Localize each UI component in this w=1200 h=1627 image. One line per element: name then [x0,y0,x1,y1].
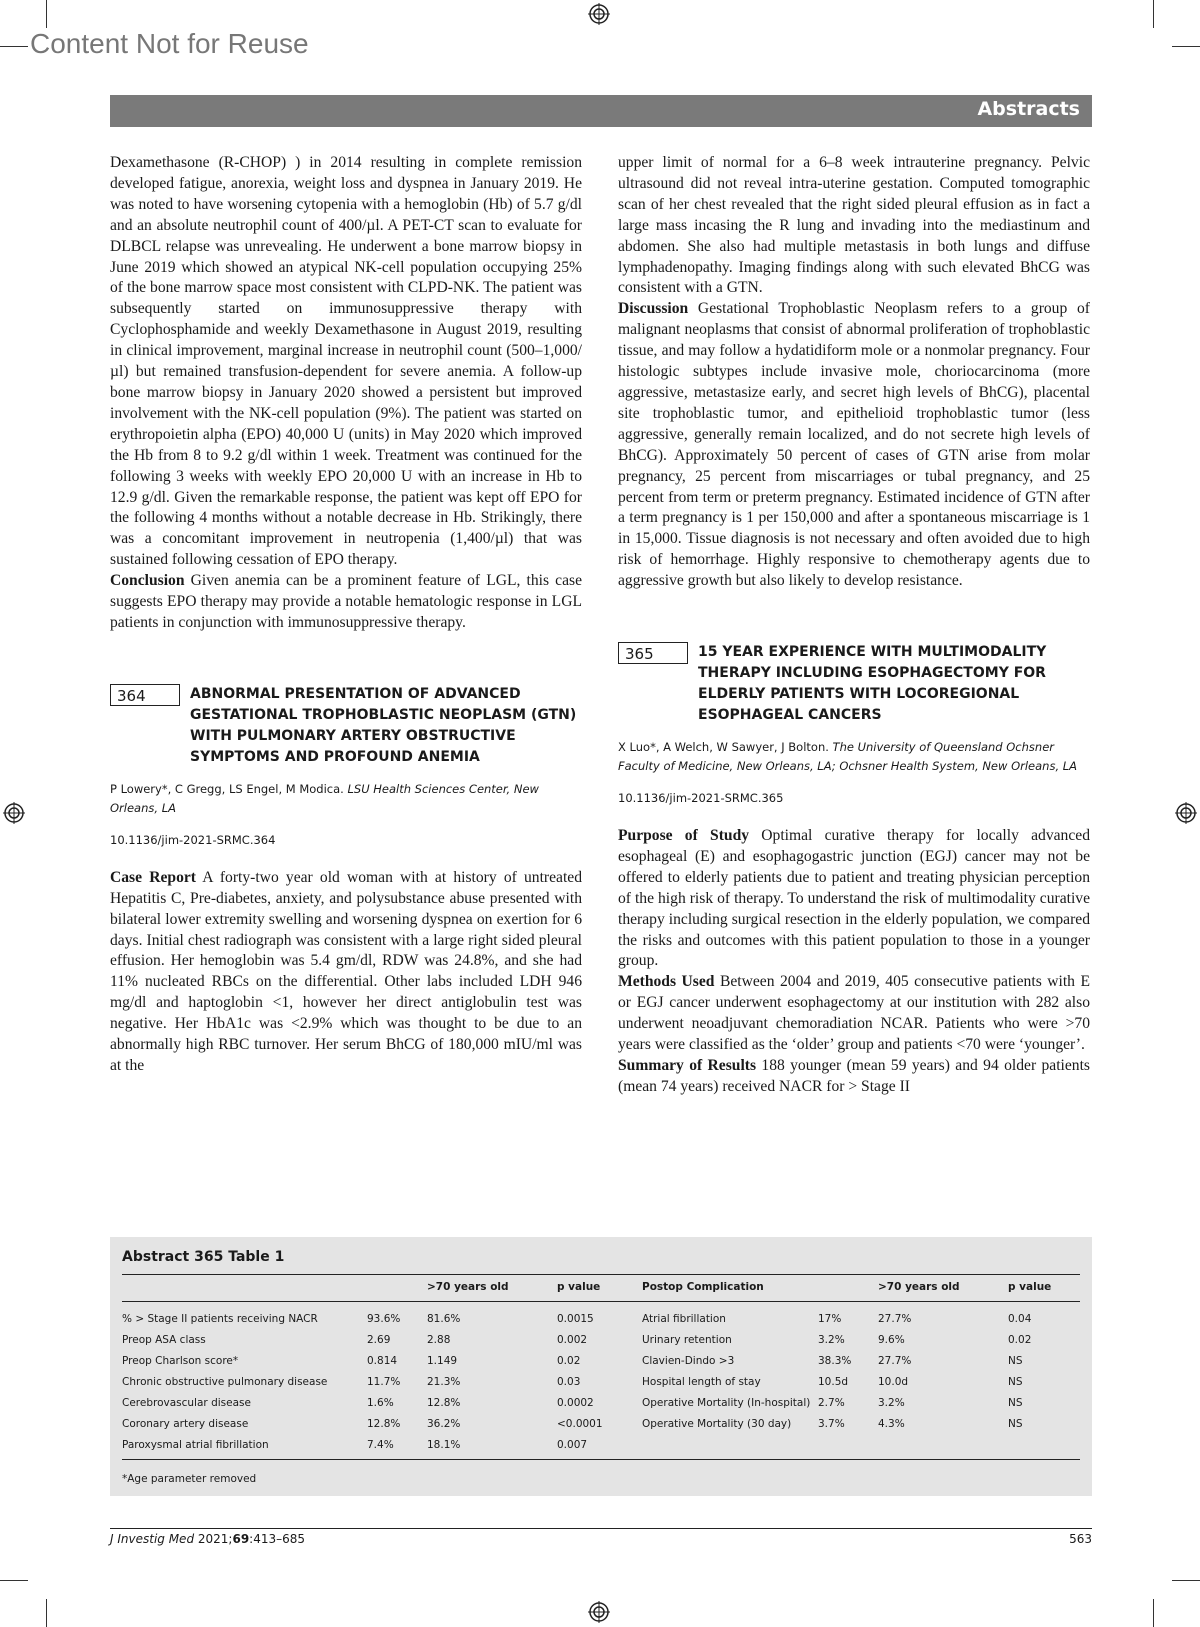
table-cell: 9.6% [878,1333,905,1346]
abstract-number: 365 [618,642,688,664]
conclusion-text: Given anemia can be a prominent feature of LGL, this case suggests EPO therapy may provide a notable hematologic response in LGL patients in conjunction with immunosuppressive therapy. [110,572,582,631]
author-list: P Lowery*, C Gregg, LS Engel, M Modica. [110,781,348,796]
table-cell: 17% [818,1312,842,1325]
discussion-text: Gestational Trophoblastic Neoplasm refers to a group of malignant neoplasms that consist of abnormal proliferation of trophoblastic tissue, and may follow a hydatidiform mole or a nonmolar pregnancy. Four histologic subtypes include invasive mole, choriocarcinoma (more aggressive, metastasize early, and secret high levels of BhCG), placental site trophoblastic tumor, and epithelioid trophoblastic tumor (less aggressive, generally remain localized, and do not secrete high levels of BhCG). Approximately 50 percent of cases of GTN arise from molar pregnancy, 25 percent from miscarriages or tubal pregnancy, and 25 percent from term or preterm pregnancy. Estimated incidence of GTN after a term pregnancy is 1 per 150,000 and after a spontaneous miscarriage is 1 in 15,000. Tissue diagnosis is not necessary and often avoided due to high risk of hemorrhage. Highly responsive to chemotherapy agents due to aggressive growth but also likely to develop resistance. [618,300,1090,590]
continued-paragraph: upper limit of normal for a 6–8 week intrauterine pregnancy. Pelvic ultrasound did not reveal intra-uterine gestation. Computed tomographic scan of her chest revealed that the right sided pleural effusion as in fact a large mass incasing the R lung and invading into the mediastinum and abdomen. She also had multiple metastasis in both lungs and diffuse lymphadenopathy. Imaging findings along with such elevated BhCG was consistent with a GTN. [618,154,1090,297]
table-cell: 12.8% [367,1417,401,1430]
table-row [122,1350,1080,1371]
table-cell: 3.2% [818,1333,845,1346]
section-banner [110,95,1092,127]
table-cell: 27.7% [878,1354,912,1367]
table-row [122,1371,1080,1392]
table-cell: NS [1008,1396,1023,1409]
conclusion-label: Conclusion [110,572,185,590]
abstract-doi: 10.1136/jim-2021-SRMC.365 [618,791,784,806]
table-title: Abstract 365 Table 1 [122,1249,285,1265]
table-header-cell: Postop Complication [642,1275,818,1302]
table-cell: NS [1008,1354,1023,1367]
methods-label: Methods Used [618,973,715,991]
table-cell: 10.5d [818,1375,849,1388]
table-row [122,1434,1080,1460]
table-cell: 27.7% [878,1312,912,1325]
page-number: 563 [1069,1532,1092,1546]
methods-paragraph [618,972,1090,1056]
table-cell: NS [1008,1375,1023,1388]
case-report-label: Case Report [110,868,196,886]
purpose-text: Optimal curative therapy for locally advanced esophageal (E) and esophagogastric junction (EGJ) cancer may not be offered to elderly patients due to patient and treating physician perception of the high risk of therapy. To understand the risk of multimodality curative therapy including surgical resection in the elderly population, we compared the risks and outcomes with this patient population to those in a younger group. [618,827,1090,970]
table-cell: 38.3% [818,1354,852,1367]
table-cell: Coronary artery disease [122,1417,249,1430]
table-row [122,1302,1080,1330]
abstract-title: 15 YEAR EXPERIENCE WITH MULTIMODALITY THERAPY INCLUDING ESOPHAGECTOMY FOR ELDERLY PATIENTS WITH LOCOREGIONAL ESOPHAGEAL CANCERS [698,644,1047,724]
journal-name: J Investig Med [110,1532,195,1546]
purpose-label: Purpose of Study [618,827,750,845]
table-cell: <0.0001 [557,1417,603,1430]
left-column [110,153,582,1077]
table-row [122,1392,1080,1413]
table-body [122,1302,1080,1460]
table-cell: Preop Charlson score* [122,1354,239,1367]
author-list: X Luo*, A Welch, W Sawyer, J Bolton. [618,740,833,755]
table-cell: Chronic obstructive pulmonary disease [122,1375,328,1388]
crop-mark [1153,1599,1154,1627]
table-cell: 0.0002 [557,1396,594,1409]
table-cell: % > Stage II patients receiving NACR [122,1312,318,1325]
table-cell: 0.002 [557,1333,588,1346]
registration-mark-icon [588,3,610,25]
table-cell: 1.6% [367,1396,394,1409]
table-header-cell [122,1275,367,1302]
table-cell: 0.03 [557,1375,581,1388]
methods-text: Between 2004 and 2019, 405 consecutive patients with E or EGJ cancer underwent esophagectomy at our institution with 282 also underwent neoadjuvant chemoradiation NCAR. Patients who were >70 years were classified as the ‘older’ group and patients <70 were ‘younger’. [618,973,1090,1054]
footer-rule [110,1528,1092,1529]
table-header-cell: >70 years old [878,1275,1008,1302]
discussion-paragraph [618,299,1090,592]
table-cell: 3.2% [878,1396,905,1409]
abstract-authors [618,738,1090,776]
continued-paragraph: Dexamethasone (R-CHOP) ) in 2014 resulting in complete remission developed fatigue, anorexia, weight loss and dyspnea in January 2019. He was noted to have worsening cytopenia with a hemoglobin (Hb) of 5.7 g/dl and an absolute neutrophil count of 400/µl. A PET-CT scan to evaluate for DLBCL relapse was unrevealing. He underwent a bone marrow biopsy in June 2019 which showed an atypical NK-cell population occupying 25% of the bone marrow space most consistent with CLPD-NK. The patient was subsequently started on immunosuppressive therapy with Cyclophosphamide and weekly Dexamethasone in August 2019, resulting in clinical improvement, marginal increase in neutrophil count (500–1,000/µl) but remained transfusion-dependent for severe anemia. A follow-up bone marrow biopsy in January 2020 showed a persistent but improved involvement with the NK-cell population (9%). The patient was started on erythropoietin alpha (EPO) 40,000 U (units) in May 2020 which improved the Hb from 8 to 9.2 g/dl within 1 week. Treatment was continued for the following 3 weeks with weekly EPO 20,000 U with an increase in Hb to 12.9 g/dl. Given the remarkable response, the patient was kept off EPO for the following 4 months without a notable decrease in Hb. Strikingly, there was a concomitant improvement in neutropenia (1,400/µl) that was sustained following cessation of EPO therapy. [110,154,582,569]
table-cell: 2.7% [818,1396,845,1409]
journal-volume: 69 [232,1532,250,1546]
abstract-table [110,1237,1092,1496]
discussion-label: Discussion [618,300,689,318]
case-report-text: A forty-two year old woman with at history of untreated Hepatitis C, Pre-diabetes, anxiety, and polysubstance abuse presented with bilateral lower extremity swelling and worsening dyspnea on exertion for 6 days. Initial chest radiograph was consistent with a large right sided pleural effusion. Her hemoglobin was 5.4 gm/dl, RDW was 24.8%, and she had 11% nucleated RBCs on the differential. Other labs included LDH 946 mg/dl and haptoglobin <1, however her direct antiglobulin test was negative. Her HbA1c was <2.9% which was thought to be due to an abnormally high RBC turnover. Her serum BhCG of 180,000 mIU/ml was at the [110,868,582,1074]
case-report-paragraph [110,868,582,1077]
abstract-doi: 10.1136/jim-2021-SRMC.364 [110,832,276,847]
crop-mark [0,1580,28,1581]
table-cell: 3.7% [818,1417,845,1430]
table-header-row [122,1275,1080,1302]
journal-year: 2021; [194,1532,233,1546]
crop-mark [0,46,28,47]
table-cell: 0.04 [1008,1312,1032,1325]
crop-mark [1172,46,1200,47]
crop-mark [1172,1580,1200,1581]
table-cell: 12.8% [427,1396,461,1409]
table-row [122,1413,1080,1434]
affiliation: LSU Health Sciences Center, New Orleans, LA [110,781,539,815]
table-cell: 0.814 [367,1354,398,1367]
abstract-number: 364 [110,684,180,706]
conclusion-paragraph [110,571,582,634]
right-column [618,153,1090,1098]
table-header-cell: p value [1008,1275,1080,1302]
crop-mark [46,1599,47,1627]
table-cell [642,1434,818,1460]
journal-pages: :413–685 [249,1532,306,1546]
table-header-cell: p value [557,1275,642,1302]
table-cell: 93.6% [367,1312,401,1325]
table-cell: 10.0d [878,1375,909,1388]
journal-citation [110,1532,305,1546]
table-cell [878,1434,1008,1460]
abstract-title: ABNORMAL PRESENTATION OF ADVANCED GESTATIONAL TROPHOBLASTIC NEOPLASM (GTN) WITH PULMONARY ARTERY OBSTRUCTIVE SYMPTOMS AND PROFOUND ANEMIA [190,685,577,765]
table-cell: Preop ASA class [122,1333,206,1346]
table-cell: 0.02 [557,1354,581,1367]
table-cell: 0.02 [1008,1333,1032,1346]
table-cell: NS [1008,1417,1023,1430]
table-cell: 0.0015 [557,1312,594,1325]
purpose-paragraph [618,826,1090,972]
table-row [122,1329,1080,1350]
table-cell: 2.69 [367,1333,391,1346]
table-cell: 2.88 [427,1333,451,1346]
section-title: Abstracts [977,98,1080,120]
data-table [122,1274,1080,1460]
table-header-cell: >70 years old [427,1275,557,1302]
results-paragraph [618,1056,1090,1098]
table-cell: 36.2% [427,1417,461,1430]
table-header-cell [818,1275,878,1302]
table-cell: 1.149 [427,1354,458,1367]
table-cell: Hospital length of stay [642,1375,761,1388]
registration-mark-icon [1175,802,1197,824]
results-text: 188 younger (mean 59 years) and 94 older patients (mean 74 years) received NACR for > Stage II [618,1057,1090,1095]
table-cell: 4.3% [878,1417,905,1430]
affiliation: Ochsner Health System, New Orleans, LA [839,759,1078,774]
table-cell: Operative Mortality (In-hospital) [642,1396,811,1409]
table-cell: 0.007 [557,1434,642,1460]
watermark: Content Not for Reuse [30,28,309,59]
registration-mark-icon [588,1601,610,1623]
table-cell: 81.6% [427,1312,461,1325]
crop-mark [46,0,47,28]
table-cell: 21.3% [427,1375,461,1388]
affiliation: The University of Queensland Ochsner Faculty of Medicine, New Orleans, LA; [618,740,1055,774]
table-footnote: *Age parameter removed [122,1473,257,1485]
table-cell: Clavien-Dindo >3 [642,1354,735,1367]
table-header-cell [367,1275,427,1302]
table-cell: 7.4% [367,1434,427,1460]
table-cell: Operative Mortality (30 day) [642,1417,792,1430]
results-label: Summary of Results [618,1057,757,1074]
registration-mark-icon [3,802,25,824]
table-cell: 11.7% [367,1375,401,1388]
crop-mark [1153,0,1154,28]
table-cell: 18.1% [427,1434,557,1460]
table-cell: Urinary retention [642,1333,732,1346]
table-cell [818,1434,878,1460]
abstract-365-header [618,642,1090,726]
table-cell [1008,1434,1080,1460]
table-cell: Cerebrovascular disease [122,1396,251,1409]
table-cell: Paroxysmal atrial fibrillation [122,1434,367,1460]
table-cell: Atrial fibrillation [642,1312,726,1325]
abstract-authors [110,780,582,818]
abstract-364-header [110,684,582,768]
